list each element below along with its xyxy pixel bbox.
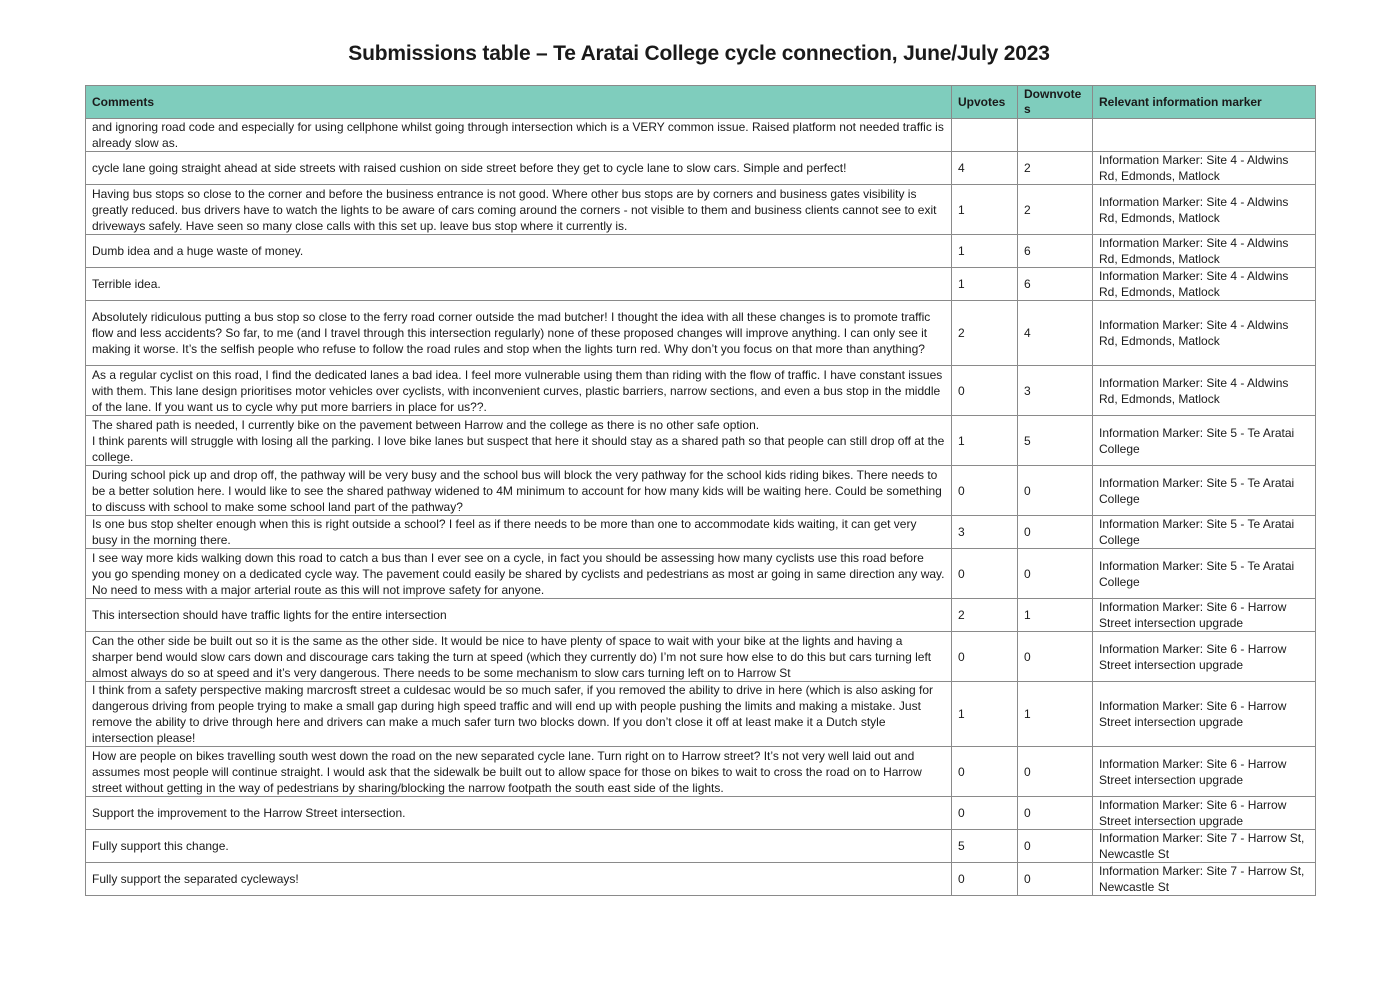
comment-cell: As a regular cyclist on this road, I find the dedicated lanes a bad idea. I feel more vulnerable using them than riding with the flow of traffic. I have constant issues with them. This lane design prioritises motor vehicles over cyclists, with inconvenient curves, plastic barriers, narrow sections, and even a bus stop in the middle of the lane. If you want us to cycle why put more barriers in place for us??. — [86, 366, 952, 416]
header-marker: Relevant information marker — [1093, 86, 1316, 119]
downvotes-cell: 2 — [1018, 185, 1093, 235]
comment-line: The shared path is needed, I currently bike on the pavement between Harrow and the college as there is no other safe option. — [92, 417, 760, 432]
upvotes-cell: 1 — [952, 416, 1018, 466]
comment-cell: Fully support the separated cycleways! — [86, 863, 952, 896]
downvotes-cell: 3 — [1018, 366, 1093, 416]
marker-cell: Information Marker: Site 4 - Aldwins Rd, Edmonds, Matlock — [1093, 185, 1316, 235]
downvotes-cell: 0 — [1018, 863, 1093, 896]
downvotes-cell: 0 — [1018, 466, 1093, 516]
downvotes-cell: 0 — [1018, 830, 1093, 863]
marker-cell: Information Marker: Site 6 - Harrow Street intersection upgrade — [1093, 797, 1316, 830]
marker-cell: Information Marker: Site 4 - Aldwins Rd, Edmonds, Matlock — [1093, 152, 1316, 185]
upvotes-cell: 0 — [952, 466, 1018, 516]
marker-cell — [1093, 119, 1316, 152]
marker-cell: Information Marker: Site 6 - Harrow Street intersection upgrade — [1093, 599, 1316, 632]
comment-cell — [86, 416, 952, 466]
marker-cell: Information Marker: Site 7 - Harrow St, Newcastle St — [1093, 830, 1316, 863]
table-row — [86, 268, 1316, 301]
comment-cell: Is one bus stop shelter enough when this is right outside a school? I feel as if there needs to be more than one to accommodate kids waiting, it can get very busy in the morning there. — [86, 516, 952, 549]
upvotes-cell: 3 — [952, 516, 1018, 549]
table-row — [86, 682, 1316, 747]
downvotes-cell: 6 — [1018, 235, 1093, 268]
header-comments: Comments — [86, 86, 952, 119]
upvotes-cell: 0 — [952, 797, 1018, 830]
upvotes-cell: 0 — [952, 632, 1018, 682]
comment-cell: Absolutely ridiculous putting a bus stop so close to the ferry road corner outside the mad butcher! I thought the idea with all these changes is to promote traffic flow and less accidents? So far, to me (and I travel through this intersection regularly) none of these proposed changes will improve anything. I can only see it making it worse. It’s the selfish people who refuse to follow the road rules and stop when the lights turn red. Why don’t you focus on that more than anything? — [86, 301, 952, 366]
marker-cell: Information Marker: Site 4 - Aldwins Rd, Edmonds, Matlock — [1093, 235, 1316, 268]
downvotes-cell: 0 — [1018, 549, 1093, 599]
marker-cell: Information Marker: Site 5 - Te Aratai College — [1093, 549, 1316, 599]
comment-cell: Having bus stops so close to the corner and before the business entrance is not good. Where other bus stops are by corners and business gates visibility is greatly reduced. bus drivers have to watch the lights to be aware of cars coming around the corners - not visible to them and business clients cannot see to exit driveways safely. Have seen so many close calls with this set up. leave bus stop where it currently is. — [86, 185, 952, 235]
downvotes-cell: 0 — [1018, 516, 1093, 549]
upvotes-cell: 0 — [952, 366, 1018, 416]
downvotes-cell: 6 — [1018, 268, 1093, 301]
table-row — [86, 466, 1316, 516]
comment-cell: I think from a safety perspective making marcrosft street a culdesac would be so much safer, if you removed the ability to drive in here (which is also asking for dangerous driving from people trying to make a small gap during high speed traffic and will end up with people pushing the limits and making a mistake. Just remove the ability to drive through here and drivers can make a much safer turn two blocks down. If you don’t close it off at least make it a Dutch style intersection please! — [86, 682, 952, 747]
upvotes-cell: 0 — [952, 747, 1018, 797]
table-row — [86, 599, 1316, 632]
upvotes-cell — [952, 119, 1018, 152]
comment-cell: This intersection should have traffic lights for the entire intersection — [86, 599, 952, 632]
upvotes-cell: 4 — [952, 152, 1018, 185]
table-row — [86, 863, 1316, 896]
table-row — [86, 301, 1316, 366]
upvotes-cell: 2 — [952, 301, 1018, 366]
table-row — [86, 152, 1316, 185]
table-row — [86, 366, 1316, 416]
upvotes-cell: 1 — [952, 268, 1018, 301]
comment-cell: Can the other side be built out so it is the same as the other side. It would be nice to have plenty of space to wait with your bike at the lights and having a sharper bend would slow cars down and discourage cars taking the turn at speed (which they currently do) I’m not sure how else to do this but cars turning left almost always do so at speed and it’s very dangerous. There needs to be some mechanism to slow cars turning left on to Harrow St — [86, 632, 952, 682]
upvotes-cell: 1 — [952, 682, 1018, 747]
downvotes-cell: 5 — [1018, 416, 1093, 466]
marker-cell: Information Marker: Site 6 - Harrow Street intersection upgrade — [1093, 747, 1316, 797]
comment-cell: cycle lane going straight ahead at side streets with raised cushion on side street before they get to cycle lane to slow cars. Simple and perfect! — [86, 152, 952, 185]
downvotes-cell: 4 — [1018, 301, 1093, 366]
marker-cell: Information Marker: Site 4 - Aldwins Rd, Edmonds, Matlock — [1093, 301, 1316, 366]
table-row — [86, 549, 1316, 599]
marker-cell: Information Marker: Site 6 - Harrow Street intersection upgrade — [1093, 682, 1316, 747]
downvotes-cell: 2 — [1018, 152, 1093, 185]
comment-cell: Dumb idea and a huge waste of money. — [86, 235, 952, 268]
marker-cell: Information Marker: Site 5 - Te Aratai College — [1093, 466, 1316, 516]
submissions-table — [85, 85, 1316, 896]
upvotes-cell: 1 — [952, 235, 1018, 268]
marker-cell: Information Marker: Site 5 - Te Aratai College — [1093, 516, 1316, 549]
table-row — [86, 632, 1316, 682]
comment-cell: I see way more kids walking down this road to catch a bus than I ever see on a cycle, in fact you should be assessing how many cyclists use this road before you go spending money on a dedicated cycle way. The pavement could easily be shared by cyclists and pedestrians as most ar going in same direction any way. No need to mess with a major arterial route as this will not improve safety for anyone. — [86, 549, 952, 599]
table-row — [86, 747, 1316, 797]
upvotes-cell: 1 — [952, 185, 1018, 235]
marker-cell: Information Marker: Site 5 - Te Aratai College — [1093, 416, 1316, 466]
marker-cell: Information Marker: Site 4 - Aldwins Rd, Edmonds, Matlock — [1093, 268, 1316, 301]
header-upvotes: Upvotes — [952, 86, 1018, 119]
header-downvotes: Downvote s — [1018, 86, 1093, 119]
table-row — [86, 830, 1316, 863]
table-row — [86, 797, 1316, 830]
upvotes-cell: 0 — [952, 549, 1018, 599]
downvotes-cell: 0 — [1018, 747, 1093, 797]
downvotes-cell: 0 — [1018, 632, 1093, 682]
downvotes-cell: 1 — [1018, 682, 1093, 747]
upvotes-cell: 5 — [952, 830, 1018, 863]
downvotes-cell — [1018, 119, 1093, 152]
downvotes-cell: 0 — [1018, 797, 1093, 830]
comment-line: I think parents will struggle with losing all the parking. I love bike lanes but suspect that here it should stay as a shared path so that people can still drop off at the college. — [92, 433, 945, 464]
table-row — [86, 516, 1316, 549]
marker-cell: Information Marker: Site 6 - Harrow Street intersection upgrade — [1093, 632, 1316, 682]
table-row — [86, 416, 1316, 466]
table-row — [86, 119, 1316, 152]
table-row — [86, 185, 1316, 235]
comment-cell: and ignoring road code and especially for using cellphone whilst going through intersection which is a VERY common issue. Raised platform not needed traffic is already slow as. — [86, 119, 952, 152]
page-title: Submissions table – Te Aratai College cycle connection, June/July 2023 — [348, 42, 1050, 65]
marker-cell: Information Marker: Site 4 - Aldwins Rd, Edmonds, Matlock — [1093, 366, 1316, 416]
upvotes-cell: 0 — [952, 863, 1018, 896]
comment-cell: During school pick up and drop off, the pathway will be very busy and the school bus will block the very pathway for the school kids riding bikes. There needs to be a better solution here. I would like to see the shared pathway widened to 4M minimum to account for how many kids will be waiting here. Could be something to discuss with school to make some school land part of the pathway? — [86, 466, 952, 516]
table-row — [86, 235, 1316, 268]
marker-cell: Information Marker: Site 7 - Harrow St, Newcastle St — [1093, 863, 1316, 896]
upvotes-cell: 2 — [952, 599, 1018, 632]
comment-cell: How are people on bikes travelling south west down the road on the new separated cycle lane. Turn right on to Harrow street? It’s not very well laid out and assumes most people will continue straight. I would ask that the sidewalk be built out to allow space for those on bikes to wait to cross the road on to Harrow street without getting in the way of pedestrians by sharing/blocking the narrow footpath the south east side of the lights. — [86, 747, 952, 797]
comment-cell: Support the improvement to the Harrow Street intersection. — [86, 797, 952, 830]
comment-cell: Fully support this change. — [86, 830, 952, 863]
comment-cell: Terrible idea. — [86, 268, 952, 301]
table-header-row — [86, 86, 1316, 119]
downvotes-cell: 1 — [1018, 599, 1093, 632]
